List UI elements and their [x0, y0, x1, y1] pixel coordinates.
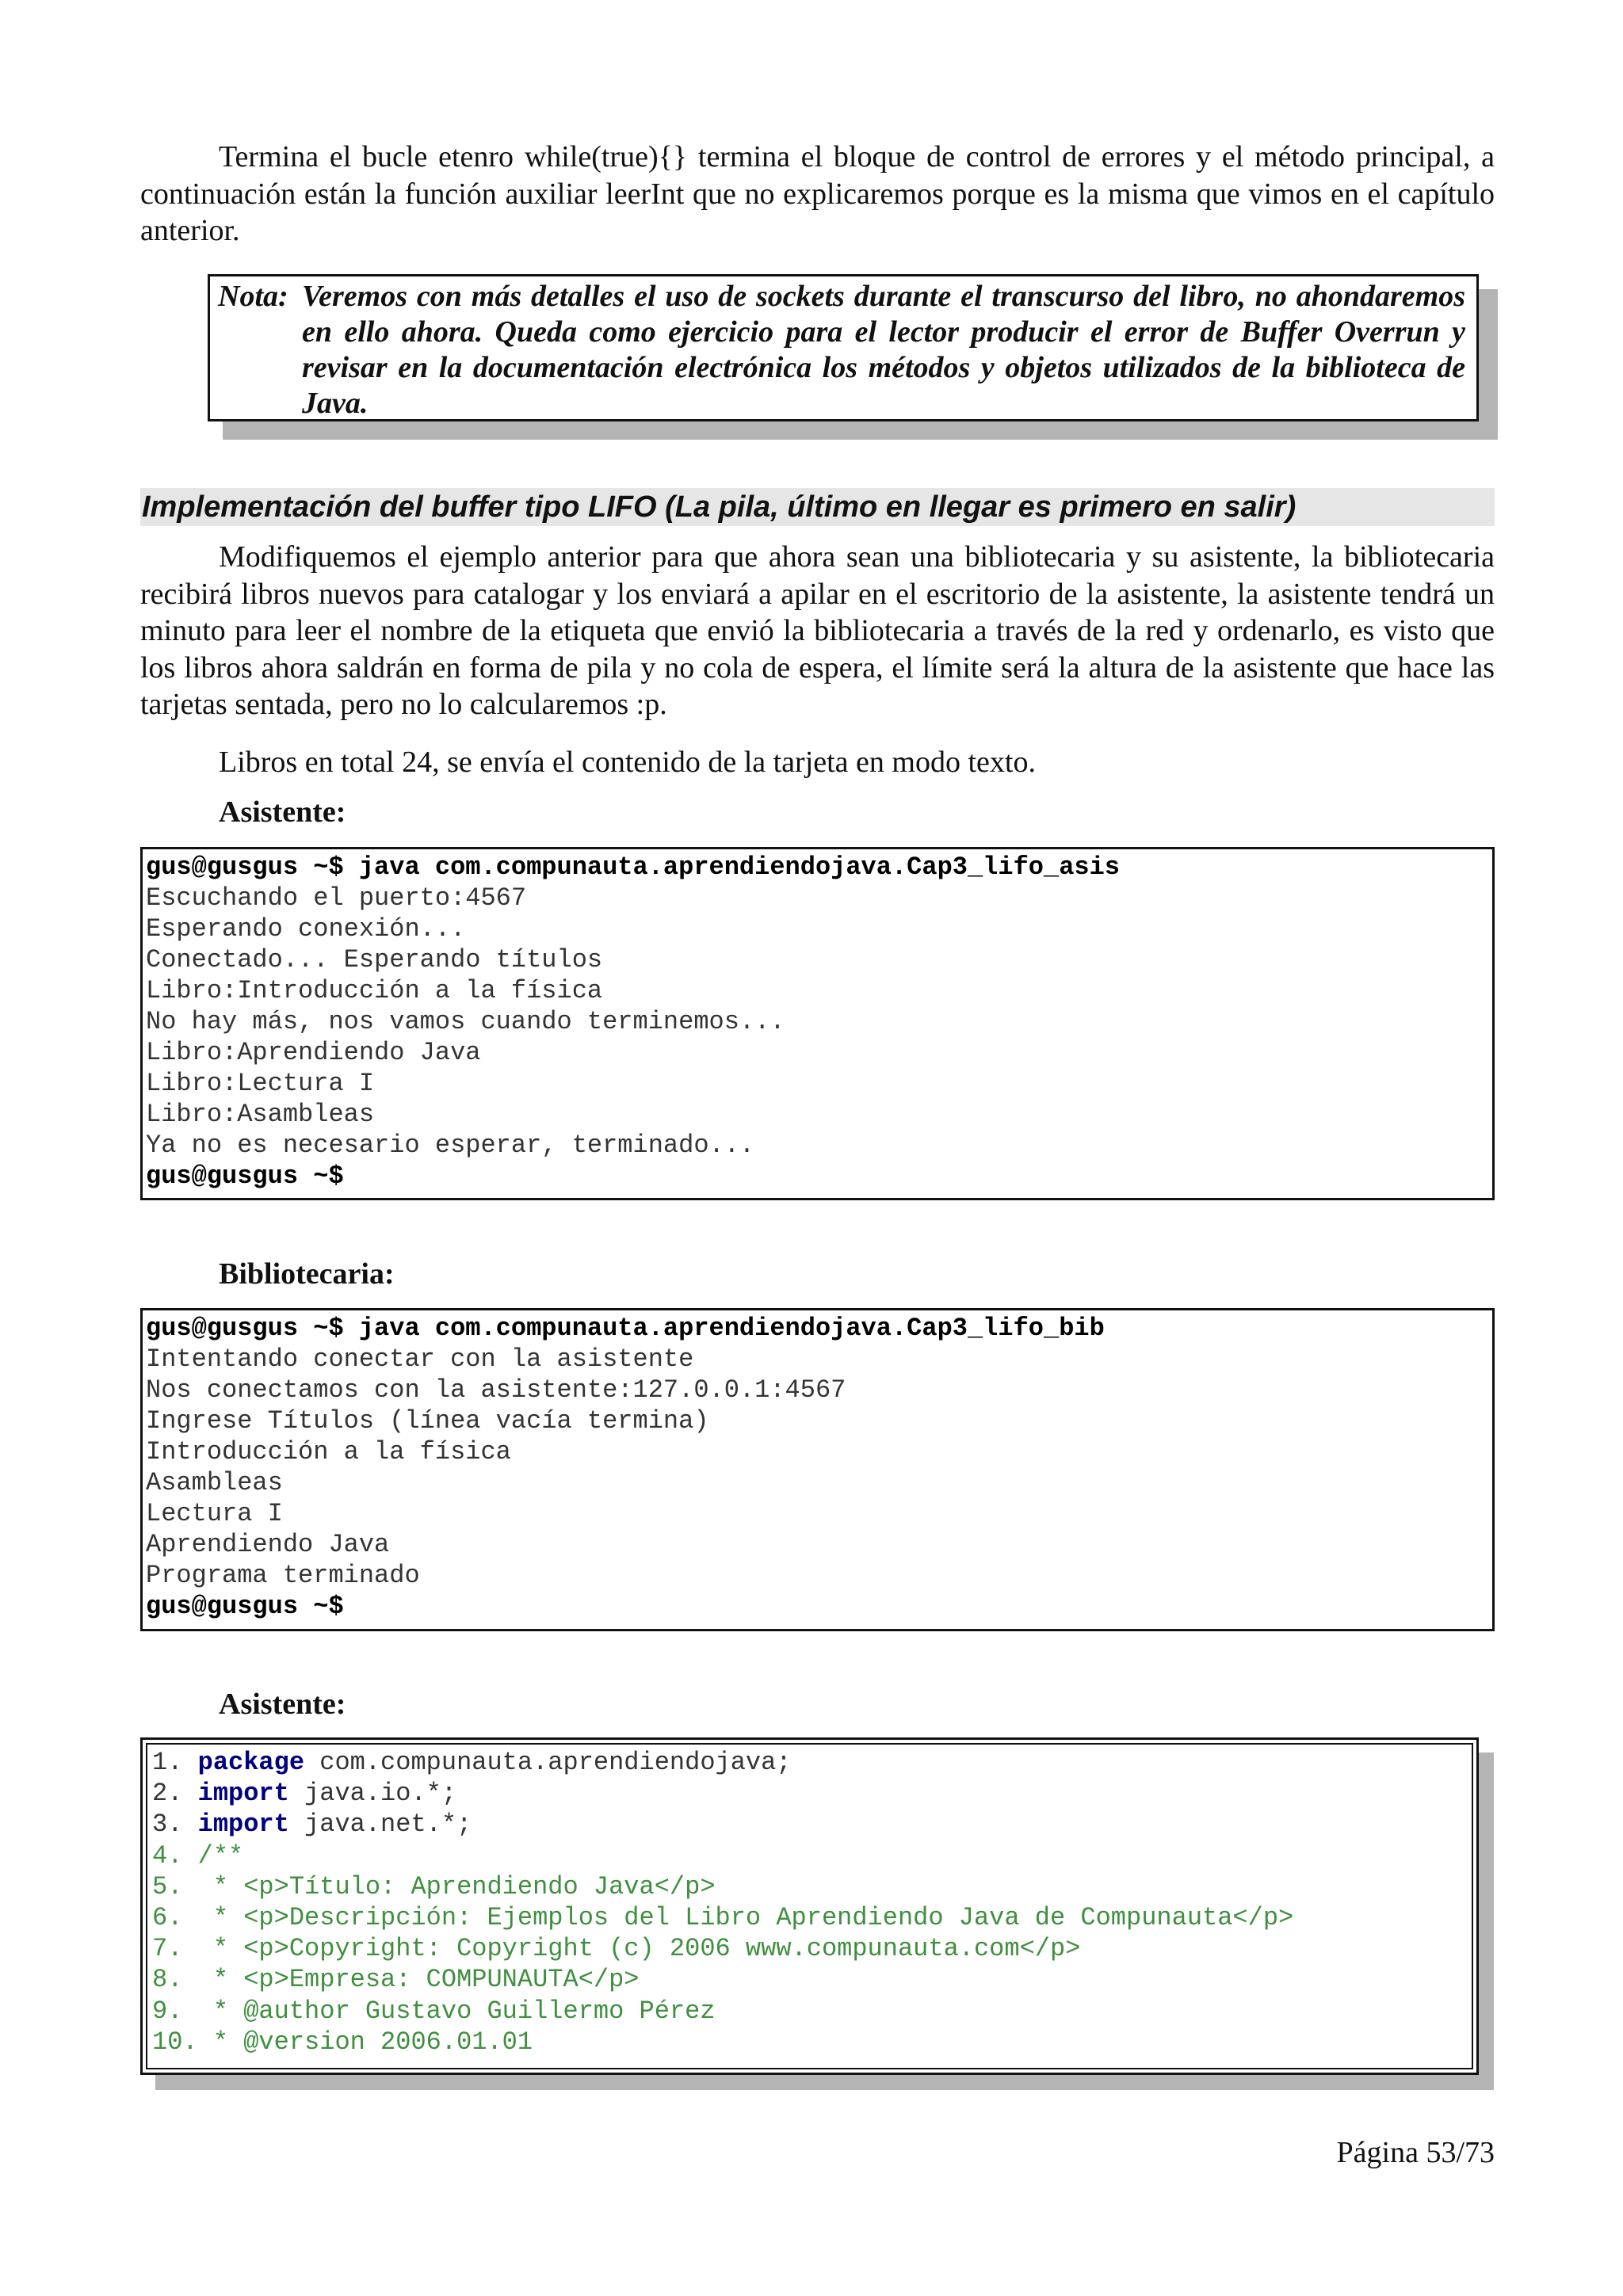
line-number: 9. [152, 1996, 183, 2026]
line-number: 2. [152, 1779, 183, 1809]
terminal-command: gus@gusgus ~$ java com.compunauta.aprendiendojava.Cap3_lifo_bib [146, 1314, 1105, 1343]
note-text: Veremos con más detalles el uso de sockets durante el transcurso del libro, no ahondaremos en ello ahora. Queda como ejercicio para el lector producir el error de Buffer Overrun y revisar en la documentación electrónica los métodos y objetos utilizados de la biblioteca de Java. [302, 280, 1465, 420]
code-text: * @author Gustavo Guillermo Pérez [182, 1996, 716, 2026]
terminal-line: No hay más, nos vamos cuando terminemos... [146, 1007, 785, 1036]
code-text: java.net.*; [288, 1810, 472, 1840]
code-listing-inner [146, 1743, 1473, 2069]
terminal-line: Ingrese Títulos (línea vacía termina) [146, 1406, 709, 1436]
terminal-bibliotecaria [140, 1308, 1495, 1631]
intro-paragraph: Termina el bucle etenro while(true){} termina el bloque de control de errores y el método principal, a continuación están la función auxiliar leerInt que no explicaremos porque es la misma que vimos en el capítulo anterior. [140, 140, 1495, 247]
terminal-line: Introducción a la física [146, 1437, 511, 1466]
code-line [152, 1809, 1472, 1840]
terminal-line: Asambleas [146, 1468, 283, 1497]
asistente-label: Asistente: [219, 795, 346, 829]
code-text: * <p>Empresa: COMPUNAUTA</p> [182, 1965, 640, 1995]
terminal-line: Esperando conexión... [146, 914, 466, 944]
terminal-line: Conectado... Esperando títulos [146, 945, 603, 974]
bibliotecaria-label: Bibliotecaria: [219, 1257, 395, 1291]
code-listing [140, 1737, 1479, 2075]
code-comment-line [152, 1871, 1472, 1902]
terminal-line: Libro:Aprendiendo Java [146, 1038, 481, 1067]
terminal-line: Libro:Lectura I [146, 1069, 375, 1098]
line-number: 4. [152, 1840, 183, 1871]
terminal-asistente [140, 847, 1495, 1200]
terminal-prompt: gus@gusgus ~$ [146, 1161, 344, 1191]
code-comment-line [152, 2027, 1472, 2058]
line-number: 8. [152, 1965, 183, 1995]
terminal-line: Nos conectamos con la asistente:127.0.0.1:4567 [146, 1375, 846, 1405]
terminal-line: Lectura I [146, 1499, 283, 1528]
code-text: * @version 2006.01.01 [197, 2027, 533, 2057]
note-box [208, 274, 1479, 421]
terminal-line: Intentando conectar con la asistente [146, 1344, 694, 1374]
page-number: Página 53/73 [1336, 2136, 1495, 2169]
line-number: 7. [152, 1934, 183, 1964]
code-text: java.io.*; [288, 1779, 457, 1809]
terminal-command: gus@gusgus ~$ java com.compunauta.aprendiendojava.Cap3_lifo_asis [146, 852, 1120, 882]
line-number: 10. [152, 2027, 198, 2057]
line-number: 3. [152, 1810, 183, 1840]
line-number: 5. [152, 1871, 183, 1901]
code-text: * <p>Descripción: Ejemplos del Libro Aprendiendo Java de Compunauta</p> [182, 1902, 1294, 1932]
code-comment-line [152, 1902, 1472, 1933]
code-text: /** [182, 1840, 244, 1871]
line-number: 1. [152, 1748, 183, 1777]
terminal-line: Ya no es necesario esperar, terminado... [146, 1131, 755, 1160]
code-keyword: import [197, 1810, 289, 1840]
code-text: com.compunauta.aprendiendojava; [304, 1748, 792, 1777]
terminal-prompt: gus@gusgus ~$ [146, 1592, 344, 1621]
code-text: * <p>Título: Aprendiendo Java</p> [182, 1871, 716, 1901]
asistente-code-label: Asistente: [219, 1688, 346, 1721]
note-label: Nota: [218, 280, 288, 313]
code-keyword: package [197, 1748, 305, 1777]
terminal-line: Escuchando el puerto:4567 [146, 883, 527, 913]
terminal-line: Libro:Introducción a la física [146, 976, 603, 1005]
terminal-line: Aprendiendo Java [146, 1530, 390, 1559]
code-comment-line [152, 1933, 1472, 1964]
code-text: * <p>Copyright: Copyright (c) 2006 www.compunauta.com</p> [182, 1934, 1081, 1964]
code-comment-line [152, 1964, 1472, 1995]
terminal-line: Programa terminado [146, 1561, 420, 1590]
terminal-line: Libro:Asambleas [146, 1100, 375, 1129]
section-title: Implementación del buffer tipo LIFO (La pila, último en llegar es primero en salir) [140, 488, 1495, 526]
books-total-paragraph: Libros en total 24, se envía el contenido de la tarjeta en modo texto. [219, 746, 1036, 779]
code-comment-line [152, 1840, 1472, 1871]
code-line [152, 1778, 1472, 1809]
line-number: 6. [152, 1902, 183, 1932]
code-comment-line [152, 1996, 1472, 2027]
code-line [152, 1747, 1472, 1778]
code-keyword: import [197, 1779, 289, 1809]
lifo-description-paragraph: Modifiquemos el ejemplo anterior para que ahora sean una bibliotecaria y su asistente, la bibliotecaria recibirá libros nuevos para catalogar y los enviará a apilar en el escritorio de la asistente, la asistente tendrá un minuto para leer el nombre de la etiqueta que envió la bibliotecaria a través de la red y ordenarlo, es visto que los libros ahora saldrán en forma de pila y no cola de espera, el límite será la altura de la asistente que hace las tarjetas sentada, pero no lo calcularemos :p. [140, 540, 1495, 721]
